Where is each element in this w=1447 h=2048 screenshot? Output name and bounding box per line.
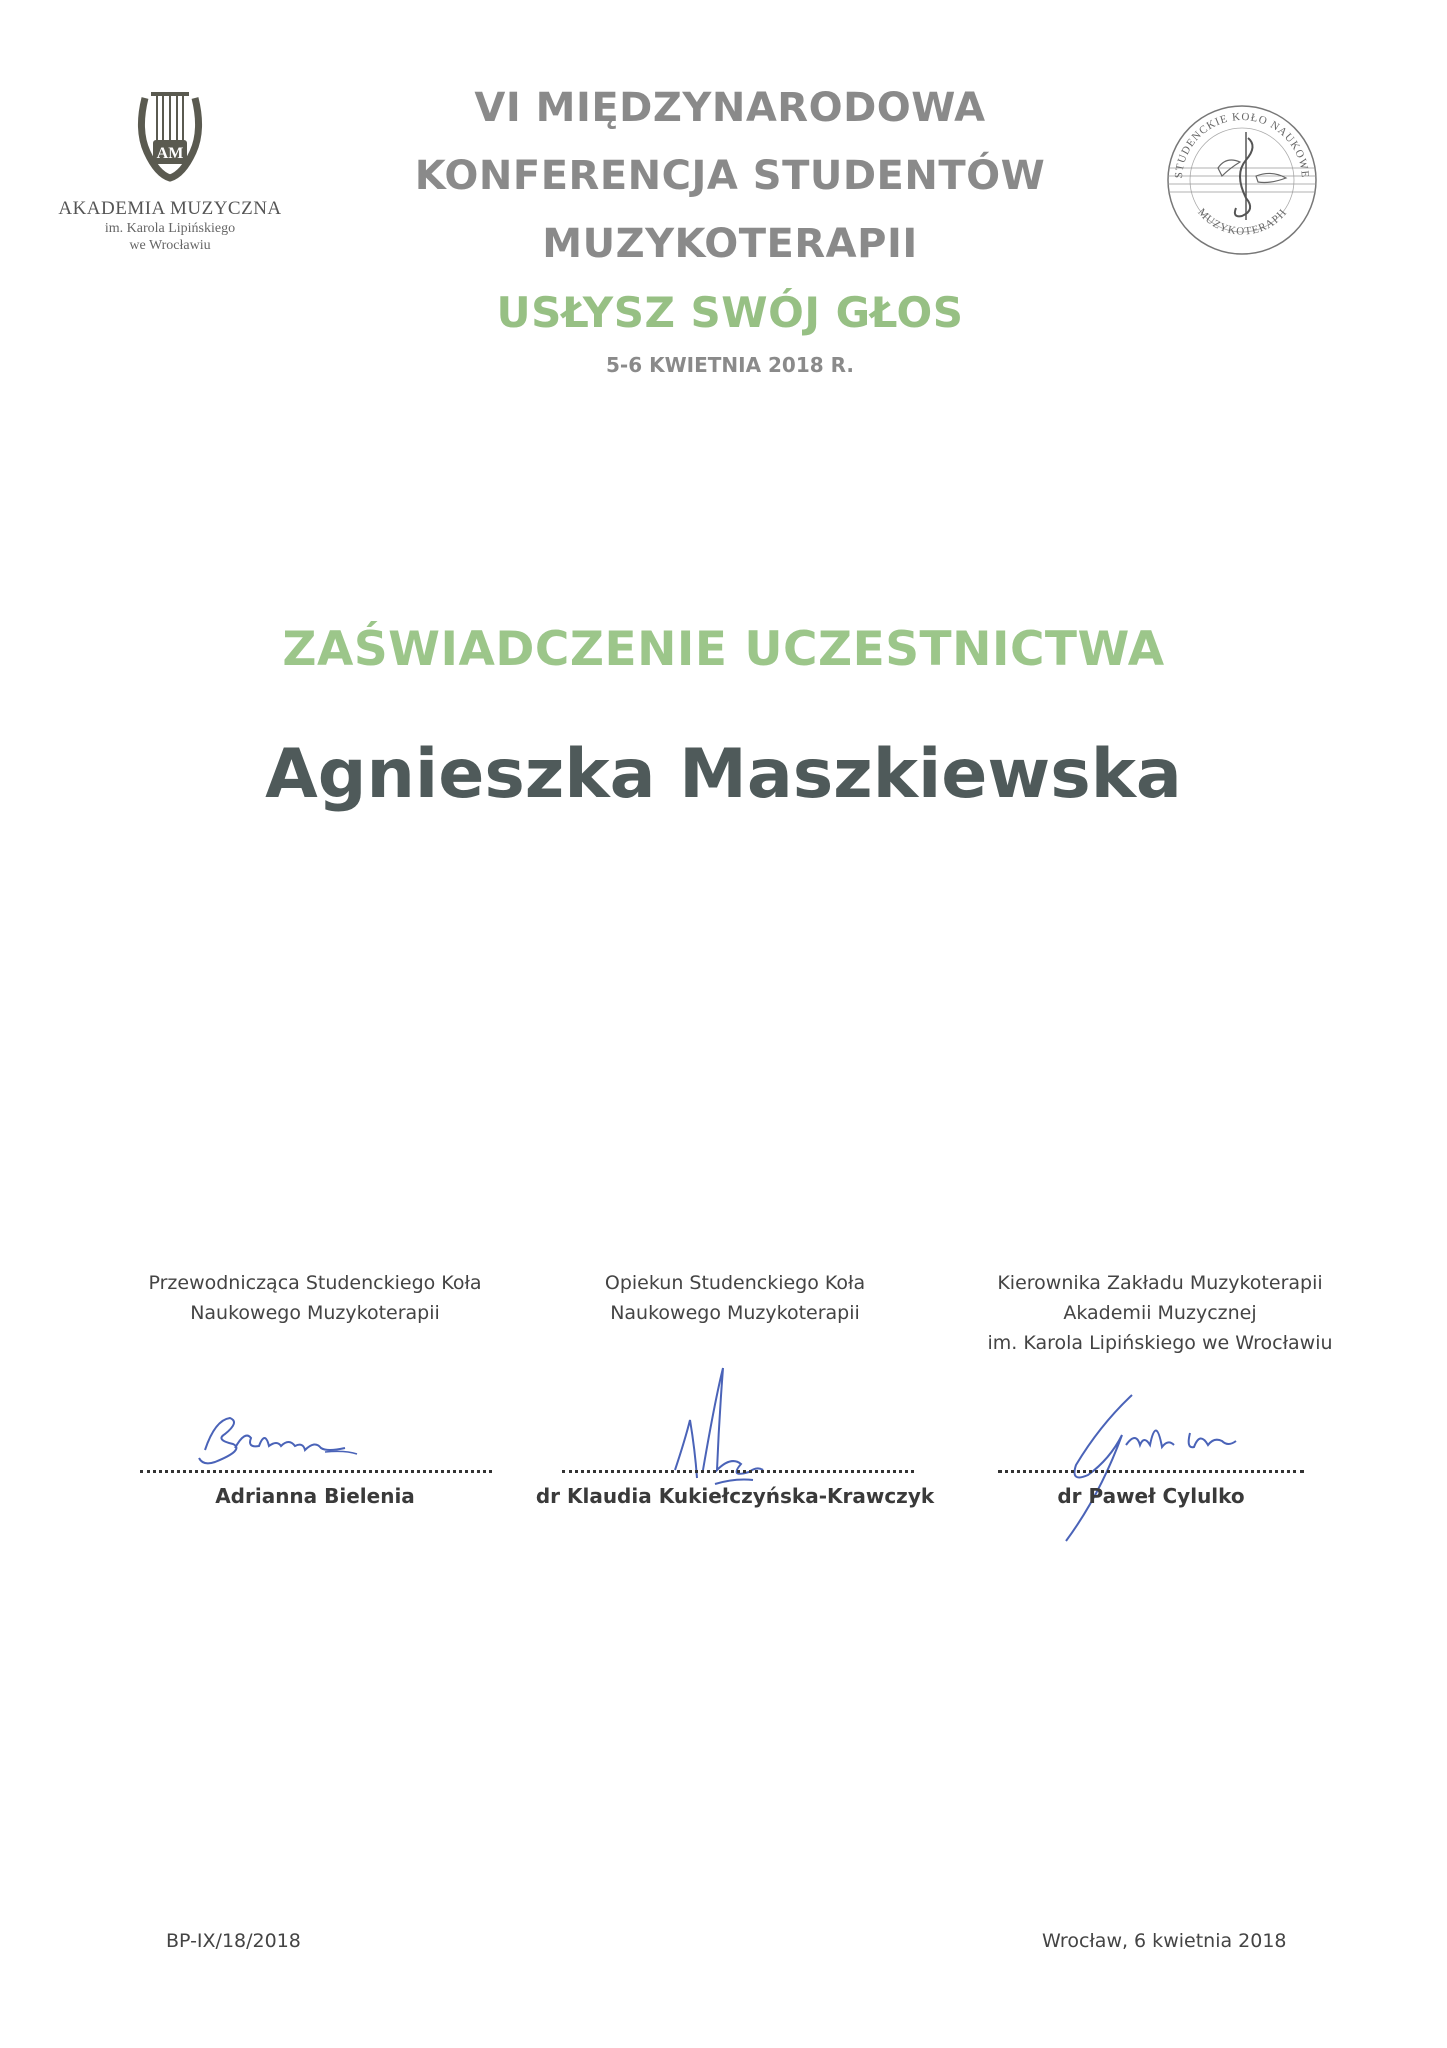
place-and-date: Wrocław, 6 kwietnia 2018 (1042, 1930, 1287, 1952)
svg-text:AM: AM (156, 145, 184, 162)
signatory-role-2 (535, 1268, 935, 1328)
svg-text:MUZYKOTERAPII: MUZYKOTERAPII (1195, 206, 1290, 238)
institution-city: we Wrocławiu (129, 238, 211, 253)
handwritten-signature-2 (645, 1360, 785, 1500)
role-line: im. Karola Lipińskiego we Wrocławiu (987, 1332, 1333, 1354)
signatory-name-1: Adrianna Bielenia (215, 1484, 415, 1508)
role-line: Naukowego Muzykoterapii (610, 1302, 860, 1324)
signatory-name-2: dr Klaudia Kukiełczyńska-Krawczyk (535, 1484, 935, 1508)
signature-line-2 (562, 1468, 914, 1473)
role-line: Przewodnicząca Studenckiego Koła (148, 1272, 482, 1294)
certificate-title: ZAŚWIADCZENIE UCZESTNICTWA (282, 622, 1165, 677)
role-line: Naukowego Muzykoterapii (190, 1302, 440, 1324)
recipient-name: Agnieszka Maszkiewska (265, 735, 1182, 814)
conference-motto: USŁYSZ SWÓJ GŁOS (496, 288, 964, 337)
institution-name: AKADEMIA MUZYCZNA (58, 198, 282, 219)
handwritten-signature-3 (1040, 1375, 1280, 1545)
conference-dates: 5-6 KWIETNIA 2018 R. (605, 353, 855, 377)
signatory-role-3 (960, 1268, 1360, 1358)
conference-title-line3: MUZYKOTERAPII (542, 221, 918, 267)
svg-text:STUDENCKIE KOŁO NAUKOWE: STUDENCKIE KOŁO NAUKOWE (1172, 110, 1312, 179)
academy-logo (50, 90, 290, 254)
signature-line-1 (140, 1468, 492, 1473)
role-line: Akademii Muzycznej (1063, 1302, 1257, 1324)
role-line: Kierownika Zakładu Muzykoterapii (997, 1272, 1323, 1294)
conference-title-line1: VI MIĘDZYNARODOWA (474, 85, 986, 131)
document-number: BP-IX/18/2018 (166, 1930, 301, 1952)
institution-patron: im. Karola Lipińskiego (104, 221, 236, 236)
role-line: Opiekun Studenckiego Koła (604, 1272, 866, 1294)
signatory-role-1 (115, 1268, 515, 1328)
student-society-seal (1160, 98, 1325, 263)
signatory-name-3: dr Paweł Cylulko (1057, 1484, 1245, 1508)
signature-line-3 (998, 1468, 1304, 1473)
conference-title-line2: KONFERENCJA STUDENTÓW (414, 153, 1046, 199)
lyre-icon (135, 90, 205, 182)
